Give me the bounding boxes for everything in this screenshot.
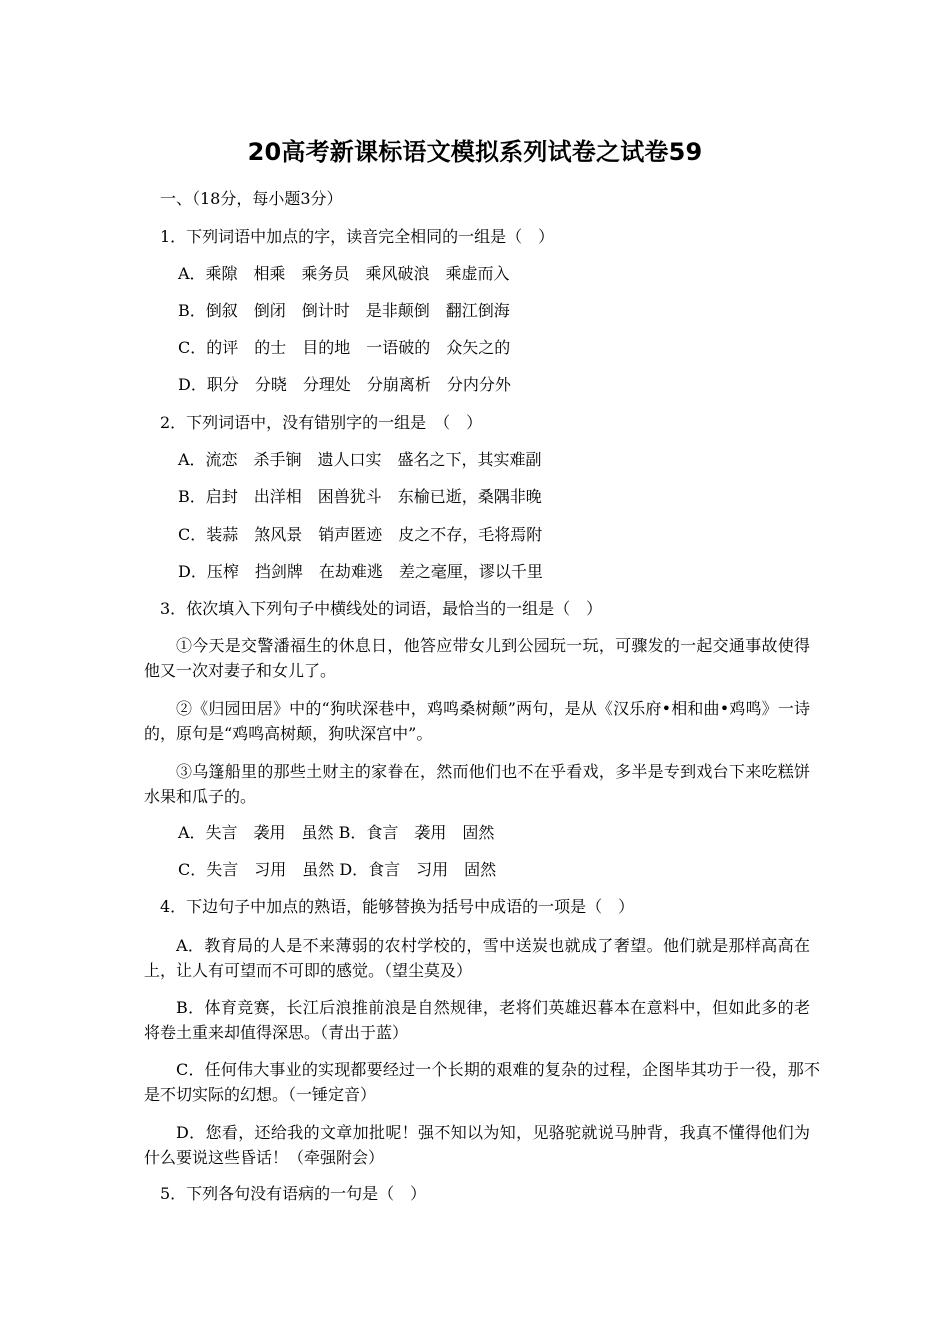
question-3-sentence-3: ③乌篷船里的那些土财主的家眷在，然而他们也不在乎看戏，多半是专到戏台下来吃糕饼水果和瓜子的。 xyxy=(144,762,810,806)
question-1-option-d: D．职分 分晓 分理处 分崩离析 分内分外 xyxy=(178,375,511,394)
question-4-option-d: D．您看，还给我的文章加批呢！强不知以为知，见骆驼就说马肿背，我真不懂得他们为什么要说这些昏话！（牵强附会） xyxy=(144,1123,810,1167)
question-2-stem: 2．下列词语中，没有错别字的一组是 （ ） xyxy=(160,413,483,432)
question-1-option-b: B．倒叙 倒闭 倒计时 是非颠倒 翻江倒海 xyxy=(178,301,510,320)
page-title: 20高考新课标语文模拟系列试卷之试卷59 xyxy=(247,138,703,166)
question-4-stem: 4．下边句子中加点的熟语，能够替换为括号中成语的一项是（ ） xyxy=(160,897,635,916)
question-4-option-c: C．任何伟大事业的实现都要经过一个长期的艰难的复杂的过程，企图毕其功于一役，那不是不切实际的幻想。（一锤定音） xyxy=(144,1060,820,1104)
question-4-option-b: B．体育竞赛，长江后浪推前浪是自然规律，老将们英雄迟暮本在意料中，但如此多的老将卷土重来却值得深思。（青出于蓝） xyxy=(144,998,810,1042)
question-2-option-c: C．装蒜 煞风景 销声匿迹 皮之不存，毛将焉附 xyxy=(178,525,543,544)
question-2-option-a: A．流恋 杀手锏 遗人口实 盛名之下，其实难副 xyxy=(178,450,542,469)
question-5-stem: 5．下列各句没有语病的一句是（ ） xyxy=(160,1184,427,1203)
question-3-sentence-1: ①今天是交警潘福生的休息日，他答应带女儿到公园玩一玩，可骤发的一起交通事故使得他又一次对妻子和女儿了。 xyxy=(144,636,810,680)
question-1-option-c: C．的评 的士 目的地 一语破的 众矢之的 xyxy=(178,338,511,357)
question-4-option-a: A．教育局的人是不来薄弱的农村学校的，雪中送炭也就成了奢望。他们就是那样高高在上，让人有可望而不可即的感觉。（望尘莫及） xyxy=(144,936,810,980)
question-2-option-b: B．启封 出洋相 困兽犹斗 东榆已逝，桑隅非晚 xyxy=(178,487,542,506)
question-1-stem: 1．下列词语中加点的字，读音完全相同的一组是（ ） xyxy=(160,227,555,246)
question-3-options-cd: C．失言 习用 虽然 D．食言 习用 固然 xyxy=(178,860,497,879)
question-3-sentence-2: ②《归园田居》中的“狗吠深巷中，鸡鸣桑树颠”两句，是从《汉乐府•相和曲•鸡鸣》一诗的，原句是“鸡鸣高树颠，狗吠深宫中”。 xyxy=(144,699,810,743)
question-1-option-a: A．乘隙 相乘 乘务员 乘风破浪 乘虚而入 xyxy=(178,264,510,283)
question-2-option-d: D．压榨 挡剑牌 在劫难逃 差之毫厘，谬以千里 xyxy=(178,562,543,581)
question-3-stem: 3．依次填入下列句子中横线处的词语，最恰当的一组是（ ） xyxy=(160,599,603,618)
section-heading: 一、（18分，每小题3分） xyxy=(160,189,343,208)
question-3-options-ab: A．失言 袭用 虽然 B．食言 袭用 固然 xyxy=(178,823,495,842)
